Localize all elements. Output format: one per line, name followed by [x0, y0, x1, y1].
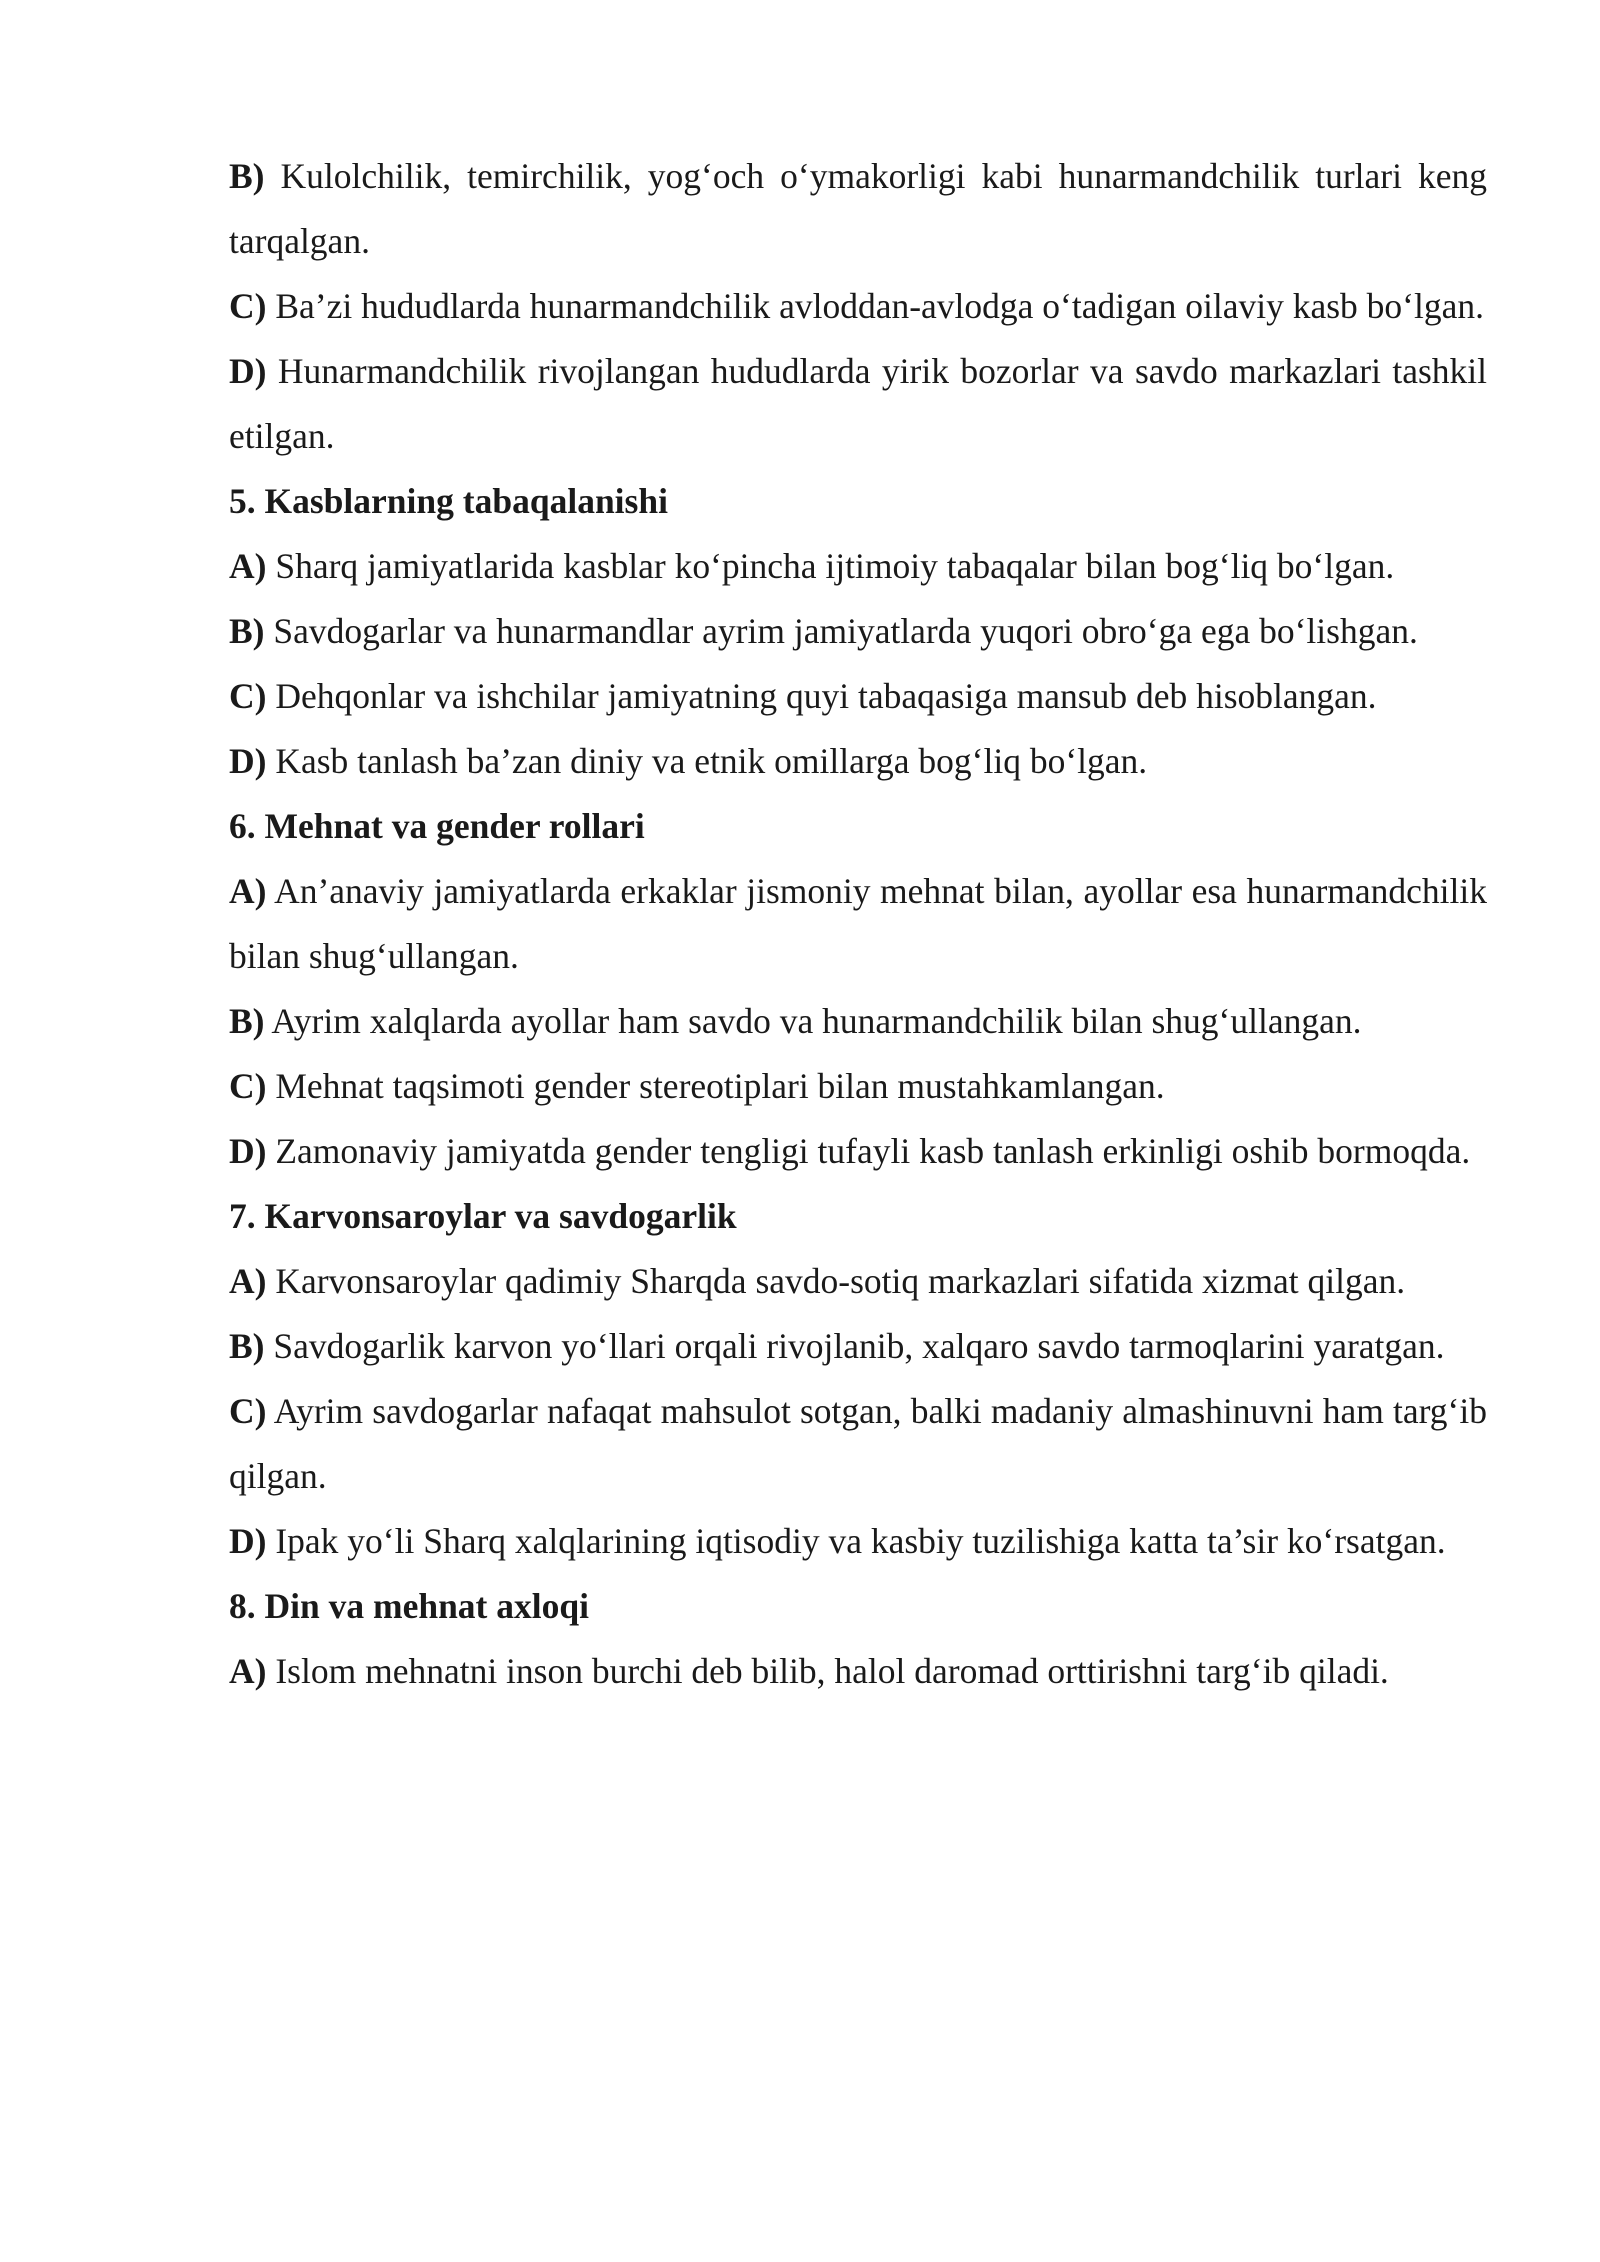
- item-text: Karvonsaroylar qadimiy Sharqda savdo-sotiq markazlari sifatida xizmat qilgan.: [275, 1261, 1406, 1301]
- item-text: Ayrim xalqlarda ayollar ham savdo va hunarmandchilik bilan shug‘ullangan.: [271, 1001, 1362, 1041]
- list-item: [229, 664, 1487, 729]
- item-marker: B): [229, 156, 265, 196]
- item-text: Zamonaviy jamiyatda gender tengligi tufayli kasb tanlash erkinligi oshib bormoqda.: [275, 1131, 1471, 1171]
- item-marker: D): [229, 1521, 267, 1561]
- list-item: [229, 1314, 1487, 1379]
- list-item: [229, 729, 1487, 794]
- item-text: Ipak yo‘li Sharq xalqlarining iqtisodiy va kasbiy tuzilishiga katta ta’sir ko‘rsatgan.: [275, 1521, 1446, 1561]
- item-text: Sharq jamiyatlarida kasblar ko‘pincha ijtimoiy tabaqalar bilan bog‘liq bo‘lgan.: [275, 546, 1395, 586]
- section-heading: 7. Karvonsaroylar va savdogarlik: [229, 1196, 737, 1236]
- item-marker: D): [229, 741, 267, 781]
- item-marker: B): [229, 1001, 265, 1041]
- list-item: [229, 534, 1487, 599]
- item-text: Kulolchilik, temirchilik, yog‘och o‘ymakorligi kabi hunarmandchilik turlari keng tarqalgan.: [229, 156, 1488, 261]
- item-text: Islom mehnatni inson burchi deb bilib, halol daromad orttirishni targ‘ib qiladi.: [275, 1651, 1389, 1691]
- list-item: [229, 339, 1487, 469]
- section-heading: 6. Mehnat va gender rollari: [229, 806, 645, 846]
- list-item: [229, 1639, 1487, 1704]
- item-marker: A): [229, 871, 267, 911]
- section-heading: 8. Din va mehnat axloqi: [229, 1586, 589, 1626]
- section-heading: 5. Kasblarning tabaqalanishi: [229, 481, 668, 521]
- list-item: [229, 989, 1487, 1054]
- item-marker: C): [229, 1066, 267, 1106]
- item-text: Savdogarlar va hunarmandlar ayrim jamiyatlarda yuqori obro‘ga ega bo‘lishgan.: [273, 611, 1418, 651]
- item-marker: C): [229, 1391, 267, 1431]
- item-text: Savdogarlik karvon yo‘llari orqali rivojlanib, xalqaro savdo tarmoqlarini yaratgan.: [273, 1326, 1445, 1366]
- list-item: [229, 1379, 1487, 1509]
- item-text: Mehnat taqsimoti gender stereotiplari bilan mustahkamlangan.: [275, 1066, 1165, 1106]
- item-text: Ba’zi hududlarda hunarmandchilik avloddan-avlodga o‘tadigan oilaviy kasb bo‘lgan.: [275, 286, 1484, 326]
- item-marker: C): [229, 286, 267, 326]
- item-text: Kasb tanlash ba’zan diniy va etnik omillarga bog‘liq bo‘lgan.: [275, 741, 1148, 781]
- item-marker: A): [229, 1261, 267, 1301]
- item-marker: D): [229, 1131, 267, 1171]
- item-marker: A): [229, 1651, 267, 1691]
- item-text: Hunarmandchilik rivojlangan hududlarda yirik bozorlar va savdo markazlari tashkil etilgan.: [229, 351, 1487, 456]
- list-item: [229, 599, 1487, 664]
- item-marker: B): [229, 1326, 265, 1366]
- list-item: [229, 1249, 1487, 1314]
- list-item: [229, 859, 1487, 989]
- list-item: [229, 1119, 1487, 1184]
- item-marker: D): [229, 351, 267, 391]
- item-marker: B): [229, 611, 265, 651]
- list-item: [229, 1054, 1487, 1119]
- document-page: [229, 144, 1487, 1704]
- list-item: [229, 1509, 1487, 1574]
- list-item: [229, 274, 1487, 339]
- item-text: Ayrim savdogarlar nafaqat mahsulot sotgan, balki madaniy almashinuvni ham targ‘ib qilgan.: [229, 1391, 1487, 1496]
- item-text: Dehqonlar va ishchilar jamiyatning quyi tabaqasiga mansub deb hisoblangan.: [275, 676, 1377, 716]
- list-item: [229, 144, 1487, 274]
- item-marker: C): [229, 676, 267, 716]
- item-text: An’anaviy jamiyatlarda erkaklar jismoniy mehnat bilan, ayollar esa hunarmandchilik bilan shug‘ullangan.: [229, 871, 1487, 976]
- item-marker: A): [229, 546, 267, 586]
